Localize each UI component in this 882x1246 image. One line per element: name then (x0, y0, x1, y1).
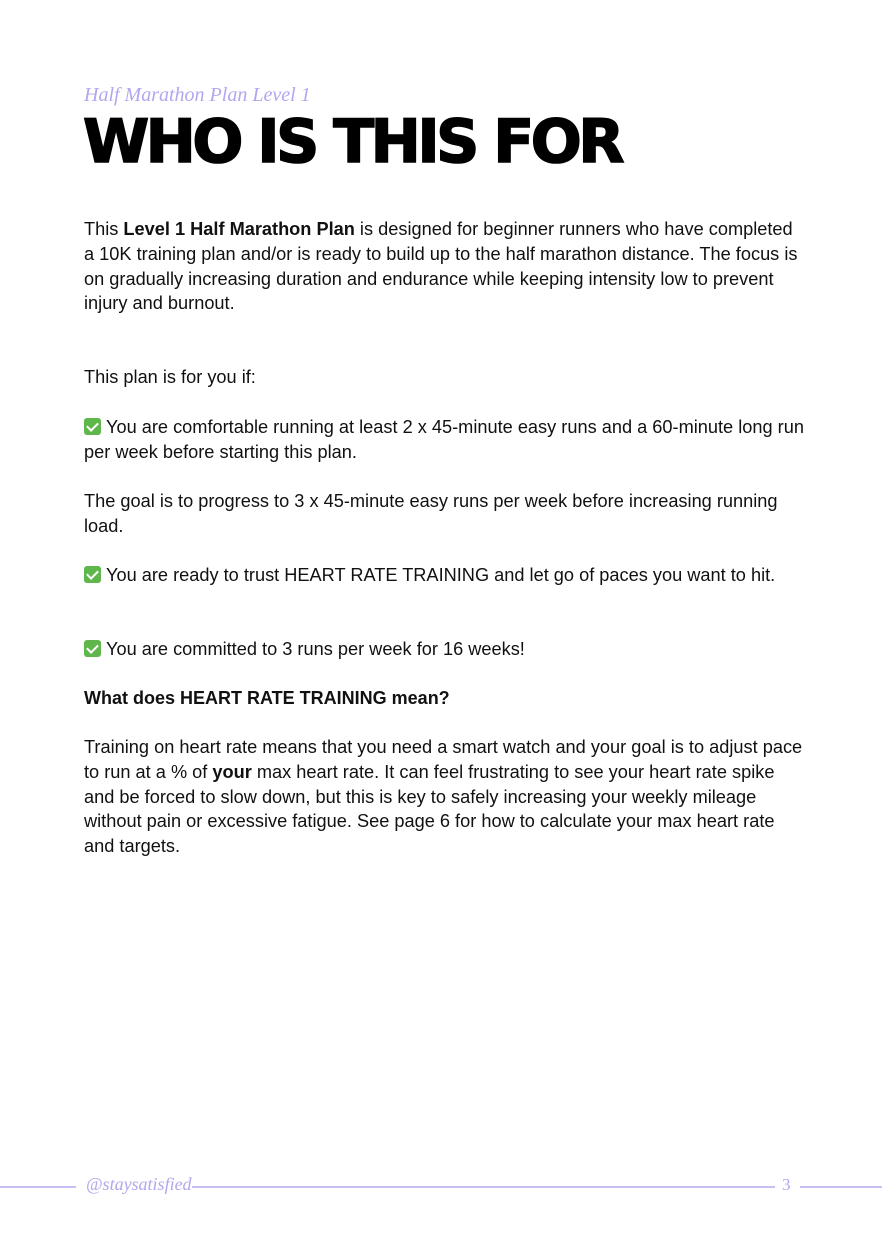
footer-divider (192, 1186, 775, 1188)
intro-rest: is designed for beginner runners who have completed a 10K training plan and/or is ready to build up to the half marathon distance. The focus is on gradually increasing duration and endurance while keeping intensity low to prevent injury and burnout. (84, 219, 798, 314)
page-subtitle: Half Marathon Plan Level 1 (84, 84, 311, 106)
plan-intro (84, 365, 804, 390)
page-number: 3 (782, 1175, 791, 1194)
goal-paragraph (84, 489, 804, 539)
answer-bold: your (212, 761, 252, 782)
goal-text: The goal is to progress to 3 x 45-minute easy runs per week before increasing running load. (84, 491, 778, 536)
checklist-text: You are ready to trust HEART RATE TRAINING and let go of paces you want to hit. (106, 565, 776, 585)
check-icon (84, 418, 101, 435)
answer-part1: Training on heart rate means that you need a smart watch and your goal is to adjust pace to run at a % of (84, 737, 803, 782)
intro-paragraph (84, 217, 804, 316)
checklist-item (84, 563, 804, 588)
check-icon (84, 640, 101, 657)
page-title: WHO IS THIS FOR (83, 107, 621, 177)
answer-paragraph (84, 735, 804, 859)
plan-intro-text: This plan is for you if: (84, 367, 256, 387)
checklist-item (84, 415, 804, 465)
checklist-item (84, 637, 804, 662)
footer-divider (0, 1186, 76, 1188)
section-heading (84, 686, 804, 711)
checklist-text: You are comfortable running at least 2 x 45-minute easy runs and a 60-minute long run per week before starting this plan. (84, 417, 804, 462)
footer-divider (800, 1186, 882, 1188)
intro-bold: Level 1 Half Marathon Plan (123, 219, 355, 239)
check-icon (84, 566, 101, 583)
footer-handle: @staysatisfied (86, 1174, 192, 1194)
question-heading: What does HEART RATE TRAINING mean? (84, 688, 450, 708)
intro-prefix: This (84, 219, 124, 239)
answer-part2: max heart rate. It can feel frustrating to see your heart rate spike and be forced to slow down, but this is key to safely increasing your weekly mileage without pain or excessive fatigue. See page 6 for how to calculate your max heart rate and targets. (84, 761, 775, 857)
checklist-text: You are committed to 3 runs per week for 16 weeks! (106, 639, 525, 659)
